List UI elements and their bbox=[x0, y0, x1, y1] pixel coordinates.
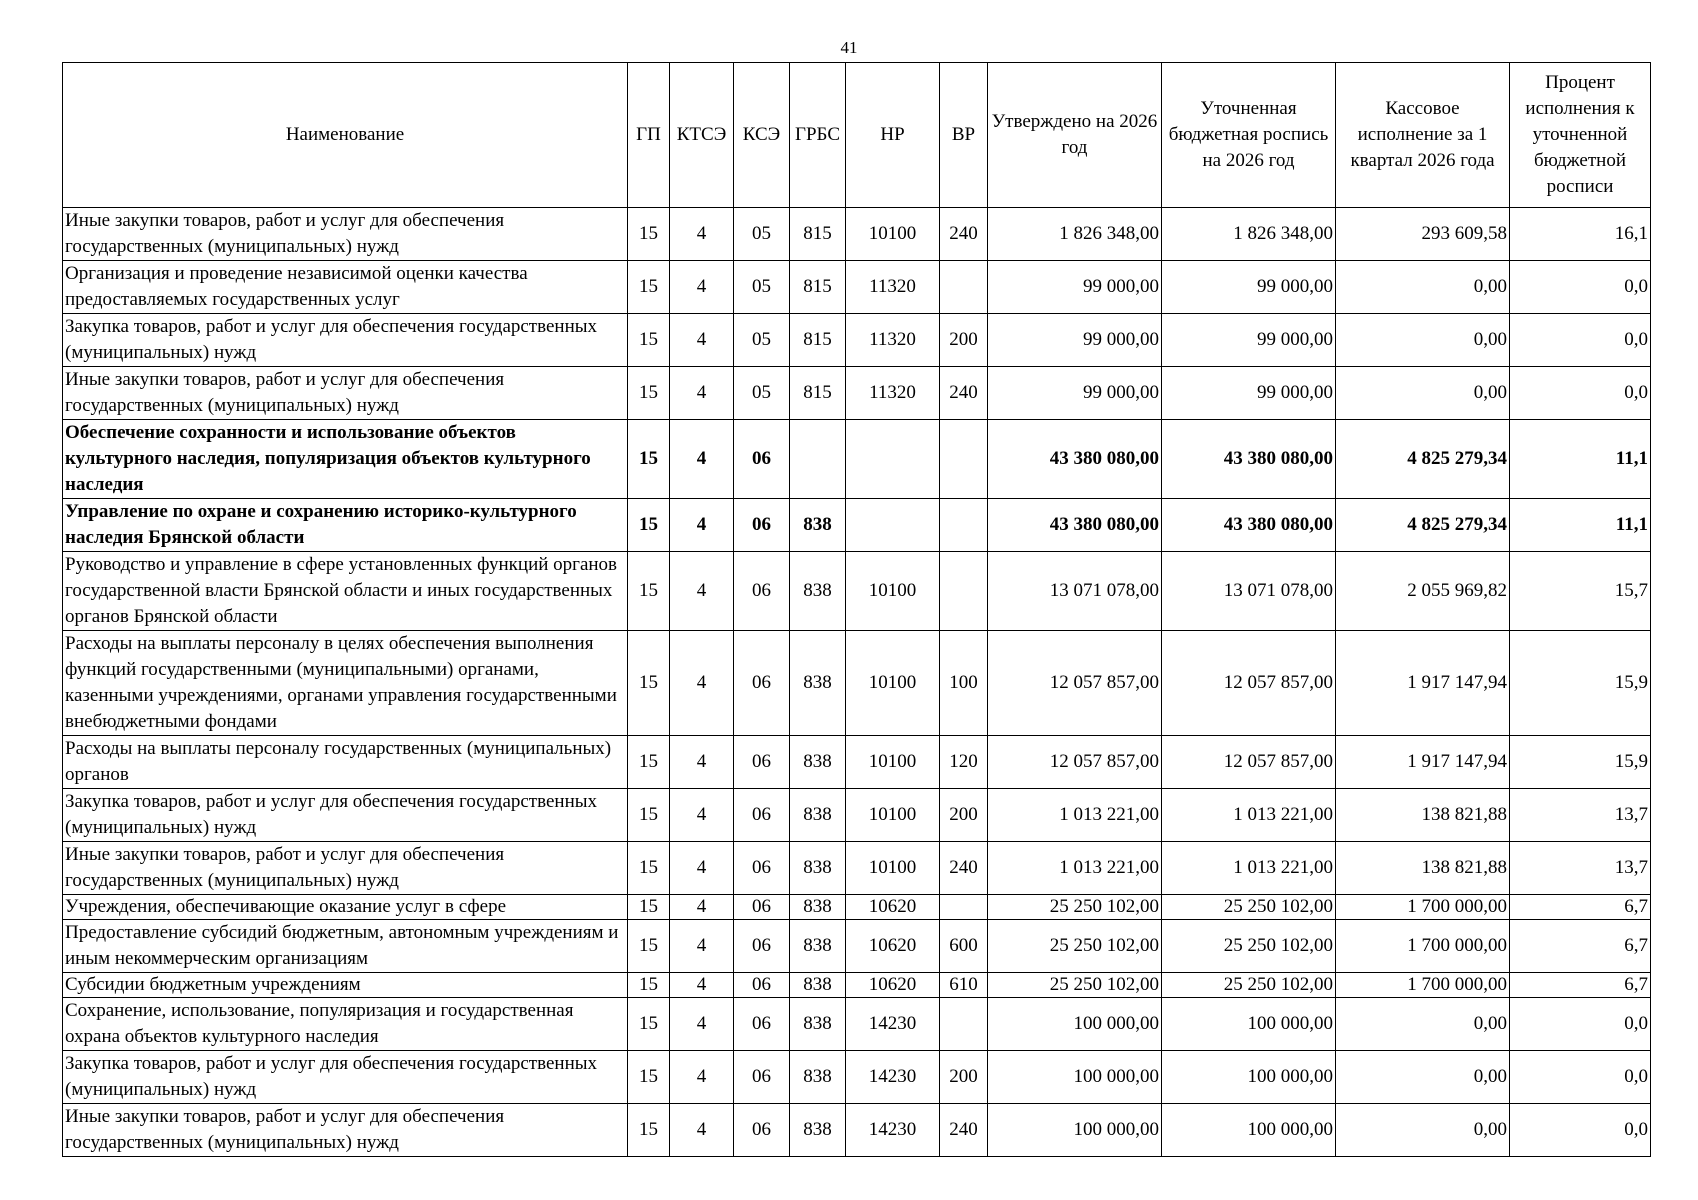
cell-name: Закупка товаров, работ и услуг для обеспечения государственных (муниципальных) нужд bbox=[63, 1051, 628, 1104]
cell-nr: 10100 bbox=[846, 208, 940, 261]
cell-vr: 120 bbox=[940, 736, 988, 789]
cell-gp: 15 bbox=[628, 499, 670, 552]
cell-grbs: 838 bbox=[790, 1104, 846, 1157]
table-row-section bbox=[63, 420, 1651, 499]
table-row bbox=[63, 895, 1651, 920]
cell-nr: 11320 bbox=[846, 314, 940, 367]
cell-nr: 11320 bbox=[846, 261, 940, 314]
cell-approved: 100 000,00 bbox=[988, 998, 1162, 1051]
cell-name: Руководство и управление в сфере установленных функций органов государственной власти Брянской области и иных государственных органов Брянской области bbox=[63, 552, 628, 631]
header-grbs: ГРБС bbox=[790, 63, 846, 208]
cell-cash: 138 821,88 bbox=[1336, 789, 1510, 842]
header-approved: Утверждено на 2026 год bbox=[988, 63, 1162, 208]
cell-gp: 15 bbox=[628, 842, 670, 895]
cell-refined: 99 000,00 bbox=[1162, 314, 1336, 367]
cell-ktse: 4 bbox=[670, 842, 734, 895]
cell-nr bbox=[846, 420, 940, 499]
cell-nr: 14230 bbox=[846, 1104, 940, 1157]
cell-ktse: 4 bbox=[670, 631, 734, 736]
cell-nr: 10620 bbox=[846, 895, 940, 920]
table-row bbox=[63, 973, 1651, 998]
cell-gp: 15 bbox=[628, 920, 670, 973]
table-row bbox=[63, 314, 1651, 367]
table-row bbox=[63, 261, 1651, 314]
cell-refined: 1 013 221,00 bbox=[1162, 789, 1336, 842]
cell-kse: 06 bbox=[734, 998, 790, 1051]
cell-name: Сохранение, использование, популяризация и государственная охрана объектов культурного наследия bbox=[63, 998, 628, 1051]
cell-percent: 0,0 bbox=[1510, 998, 1651, 1051]
cell-grbs: 838 bbox=[790, 631, 846, 736]
cell-grbs: 815 bbox=[790, 208, 846, 261]
table-row bbox=[63, 842, 1651, 895]
cell-approved: 100 000,00 bbox=[988, 1104, 1162, 1157]
cell-name: Расходы на выплаты персоналу в целях обеспечения выполнения функций государственными (муниципальными) органами, казенными учреждениями, органами управления государственными внебюджетными фондами bbox=[63, 631, 628, 736]
cell-ktse: 4 bbox=[670, 367, 734, 420]
cell-kse: 06 bbox=[734, 973, 790, 998]
cell-cash: 0,00 bbox=[1336, 261, 1510, 314]
cell-name: Закупка товаров, работ и услуг для обеспечения государственных (муниципальных) нужд bbox=[63, 789, 628, 842]
cell-grbs: 838 bbox=[790, 998, 846, 1051]
cell-vr: 610 bbox=[940, 973, 988, 998]
cell-nr: 14230 bbox=[846, 1051, 940, 1104]
header-kse: КСЭ bbox=[734, 63, 790, 208]
cell-percent: 13,7 bbox=[1510, 842, 1651, 895]
cell-approved: 25 250 102,00 bbox=[988, 973, 1162, 998]
cell-grbs: 838 bbox=[790, 736, 846, 789]
cell-vr: 100 bbox=[940, 631, 988, 736]
cell-kse: 06 bbox=[734, 1104, 790, 1157]
cell-ktse: 4 bbox=[670, 736, 734, 789]
header-cash: Кассовое исполнение за 1 квартал 2026 года bbox=[1336, 63, 1510, 208]
cell-cash: 1 700 000,00 bbox=[1336, 920, 1510, 973]
cell-percent: 0,0 bbox=[1510, 261, 1651, 314]
cell-grbs bbox=[790, 420, 846, 499]
cell-percent: 0,0 bbox=[1510, 1104, 1651, 1157]
cell-gp: 15 bbox=[628, 998, 670, 1051]
table-row bbox=[63, 552, 1651, 631]
table-body bbox=[63, 208, 1651, 1157]
cell-name: Иные закупки товаров, работ и услуг для обеспечения государственных (муниципальных) нужд bbox=[63, 367, 628, 420]
cell-kse: 06 bbox=[734, 895, 790, 920]
cell-vr bbox=[940, 895, 988, 920]
cell-percent: 16,1 bbox=[1510, 208, 1651, 261]
cell-ktse: 4 bbox=[670, 314, 734, 367]
cell-ktse: 4 bbox=[670, 789, 734, 842]
header-name: Наименование bbox=[63, 63, 628, 208]
cell-ktse: 4 bbox=[670, 420, 734, 499]
cell-kse: 06 bbox=[734, 1051, 790, 1104]
cell-vr bbox=[940, 499, 988, 552]
cell-refined: 13 071 078,00 bbox=[1162, 552, 1336, 631]
cell-name: Расходы на выплаты персоналу государственных (муниципальных) органов bbox=[63, 736, 628, 789]
cell-cash: 0,00 bbox=[1336, 1051, 1510, 1104]
cell-percent: 15,9 bbox=[1510, 736, 1651, 789]
header-percent: Процент исполнения к уточненной бюджетной росписи bbox=[1510, 63, 1651, 208]
table-row bbox=[63, 367, 1651, 420]
cell-grbs: 815 bbox=[790, 261, 846, 314]
table-row bbox=[63, 789, 1651, 842]
cell-ktse: 4 bbox=[670, 552, 734, 631]
cell-ktse: 4 bbox=[670, 998, 734, 1051]
cell-cash: 0,00 bbox=[1336, 998, 1510, 1051]
cell-name: Иные закупки товаров, работ и услуг для обеспечения государственных (муниципальных) нужд bbox=[63, 842, 628, 895]
header-vr: ВР bbox=[940, 63, 988, 208]
cell-approved: 25 250 102,00 bbox=[988, 920, 1162, 973]
cell-nr: 10100 bbox=[846, 552, 940, 631]
cell-approved: 43 380 080,00 bbox=[988, 499, 1162, 552]
cell-nr bbox=[846, 499, 940, 552]
cell-cash: 1 700 000,00 bbox=[1336, 895, 1510, 920]
cell-grbs: 838 bbox=[790, 842, 846, 895]
cell-refined: 43 380 080,00 bbox=[1162, 420, 1336, 499]
cell-refined: 100 000,00 bbox=[1162, 998, 1336, 1051]
header-nr: НР bbox=[846, 63, 940, 208]
cell-cash: 0,00 bbox=[1336, 314, 1510, 367]
cell-vr bbox=[940, 261, 988, 314]
cell-cash: 4 825 279,34 bbox=[1336, 420, 1510, 499]
cell-refined: 25 250 102,00 bbox=[1162, 895, 1336, 920]
table-row bbox=[63, 208, 1651, 261]
cell-percent: 0,0 bbox=[1510, 314, 1651, 367]
cell-ktse: 4 bbox=[670, 261, 734, 314]
cell-ktse: 4 bbox=[670, 499, 734, 552]
cell-cash: 0,00 bbox=[1336, 367, 1510, 420]
cell-grbs: 838 bbox=[790, 789, 846, 842]
cell-vr: 600 bbox=[940, 920, 988, 973]
cell-gp: 15 bbox=[628, 1051, 670, 1104]
cell-vr: 200 bbox=[940, 1051, 988, 1104]
cell-cash: 4 825 279,34 bbox=[1336, 499, 1510, 552]
cell-nr: 10100 bbox=[846, 631, 940, 736]
cell-approved: 100 000,00 bbox=[988, 1051, 1162, 1104]
cell-cash: 293 609,58 bbox=[1336, 208, 1510, 261]
cell-vr: 240 bbox=[940, 842, 988, 895]
cell-gp: 15 bbox=[628, 314, 670, 367]
table-row-section bbox=[63, 499, 1651, 552]
cell-refined: 100 000,00 bbox=[1162, 1104, 1336, 1157]
cell-nr: 11320 bbox=[846, 367, 940, 420]
cell-nr: 10100 bbox=[846, 736, 940, 789]
cell-kse: 06 bbox=[734, 920, 790, 973]
cell-kse: 06 bbox=[734, 842, 790, 895]
cell-name: Обеспечение сохранности и использование объектов культурного наследия, популяризация объектов культурного наследия bbox=[63, 420, 628, 499]
cell-percent: 15,7 bbox=[1510, 552, 1651, 631]
page-number: 41 bbox=[840, 38, 858, 57]
table-row bbox=[63, 736, 1651, 789]
cell-approved: 1 826 348,00 bbox=[988, 208, 1162, 261]
table-row bbox=[63, 998, 1651, 1051]
cell-gp: 15 bbox=[628, 789, 670, 842]
header-row bbox=[63, 63, 1651, 208]
cell-approved: 99 000,00 bbox=[988, 314, 1162, 367]
cell-gp: 15 bbox=[628, 895, 670, 920]
budget-table bbox=[62, 62, 1651, 1157]
cell-cash: 1 917 147,94 bbox=[1336, 631, 1510, 736]
cell-percent: 11,1 bbox=[1510, 499, 1651, 552]
cell-refined: 12 057 857,00 bbox=[1162, 736, 1336, 789]
cell-kse: 05 bbox=[734, 367, 790, 420]
cell-name: Закупка товаров, работ и услуг для обеспечения государственных (муниципальных) нужд bbox=[63, 314, 628, 367]
cell-approved: 12 057 857,00 bbox=[988, 736, 1162, 789]
cell-gp: 15 bbox=[628, 973, 670, 998]
cell-nr: 14230 bbox=[846, 998, 940, 1051]
cell-refined: 25 250 102,00 bbox=[1162, 920, 1336, 973]
cell-name: Субсидии бюджетным учреждениям bbox=[63, 973, 628, 998]
cell-ktse: 4 bbox=[670, 973, 734, 998]
header-gp: ГП bbox=[628, 63, 670, 208]
cell-gp: 15 bbox=[628, 208, 670, 261]
cell-grbs: 838 bbox=[790, 920, 846, 973]
cell-kse: 05 bbox=[734, 314, 790, 367]
cell-nr: 10620 bbox=[846, 973, 940, 998]
cell-ktse: 4 bbox=[670, 1051, 734, 1104]
cell-grbs: 838 bbox=[790, 499, 846, 552]
cell-percent: 6,7 bbox=[1510, 973, 1651, 998]
cell-ktse: 4 bbox=[670, 920, 734, 973]
cell-grbs: 838 bbox=[790, 1051, 846, 1104]
cell-vr bbox=[940, 998, 988, 1051]
cell-gp: 15 bbox=[628, 1104, 670, 1157]
cell-kse: 05 bbox=[734, 208, 790, 261]
cell-refined: 99 000,00 bbox=[1162, 261, 1336, 314]
cell-grbs: 838 bbox=[790, 895, 846, 920]
cell-nr: 10100 bbox=[846, 842, 940, 895]
cell-name: Учреждения, обеспечивающие оказание услуг в сфере bbox=[63, 895, 628, 920]
cell-ktse: 4 bbox=[670, 208, 734, 261]
cell-cash: 138 821,88 bbox=[1336, 842, 1510, 895]
cell-gp: 15 bbox=[628, 552, 670, 631]
cell-approved: 25 250 102,00 bbox=[988, 895, 1162, 920]
table-row bbox=[63, 631, 1651, 736]
cell-vr bbox=[940, 552, 988, 631]
cell-vr: 200 bbox=[940, 314, 988, 367]
table-row bbox=[63, 1051, 1651, 1104]
cell-refined: 25 250 102,00 bbox=[1162, 973, 1336, 998]
cell-kse: 06 bbox=[734, 499, 790, 552]
cell-percent: 11,1 bbox=[1510, 420, 1651, 499]
cell-vr: 240 bbox=[940, 1104, 988, 1157]
cell-approved: 1 013 221,00 bbox=[988, 842, 1162, 895]
cell-vr: 240 bbox=[940, 208, 988, 261]
cell-gp: 15 bbox=[628, 736, 670, 789]
cell-approved: 99 000,00 bbox=[988, 261, 1162, 314]
cell-kse: 06 bbox=[734, 552, 790, 631]
table-row bbox=[63, 920, 1651, 973]
header-refined: Уточненная бюджетная роспись на 2026 год bbox=[1162, 63, 1336, 208]
cell-cash: 0,00 bbox=[1336, 1104, 1510, 1157]
cell-grbs: 815 bbox=[790, 367, 846, 420]
cell-ktse: 4 bbox=[670, 1104, 734, 1157]
cell-kse: 05 bbox=[734, 261, 790, 314]
table-header bbox=[63, 63, 1651, 208]
cell-refined: 100 000,00 bbox=[1162, 1051, 1336, 1104]
cell-cash: 1 917 147,94 bbox=[1336, 736, 1510, 789]
cell-kse: 06 bbox=[734, 789, 790, 842]
header-ktse: КТСЭ bbox=[670, 63, 734, 208]
cell-gp: 15 bbox=[628, 631, 670, 736]
cell-name: Иные закупки товаров, работ и услуг для обеспечения государственных (муниципальных) нужд bbox=[63, 1104, 628, 1157]
cell-grbs: 815 bbox=[790, 314, 846, 367]
cell-percent: 6,7 bbox=[1510, 920, 1651, 973]
cell-vr: 240 bbox=[940, 367, 988, 420]
table-row bbox=[63, 1104, 1651, 1157]
cell-percent: 0,0 bbox=[1510, 1051, 1651, 1104]
cell-percent: 15,9 bbox=[1510, 631, 1651, 736]
cell-kse: 06 bbox=[734, 631, 790, 736]
cell-grbs: 838 bbox=[790, 973, 846, 998]
cell-vr: 200 bbox=[940, 789, 988, 842]
cell-refined: 1 013 221,00 bbox=[1162, 842, 1336, 895]
cell-nr: 10100 bbox=[846, 789, 940, 842]
cell-grbs: 838 bbox=[790, 552, 846, 631]
cell-vr bbox=[940, 420, 988, 499]
cell-gp: 15 bbox=[628, 261, 670, 314]
cell-refined: 1 826 348,00 bbox=[1162, 208, 1336, 261]
cell-gp: 15 bbox=[628, 367, 670, 420]
cell-approved: 99 000,00 bbox=[988, 367, 1162, 420]
cell-refined: 43 380 080,00 bbox=[1162, 499, 1336, 552]
cell-approved: 43 380 080,00 bbox=[988, 420, 1162, 499]
cell-kse: 06 bbox=[734, 420, 790, 499]
cell-cash: 1 700 000,00 bbox=[1336, 973, 1510, 998]
cell-kse: 06 bbox=[734, 736, 790, 789]
cell-approved: 1 013 221,00 bbox=[988, 789, 1162, 842]
cell-name: Предоставление субсидий бюджетным, автономным учреждениям и иным некоммерческим организациям bbox=[63, 920, 628, 973]
cell-name: Управление по охране и сохранению историко-культурного наследия Брянской области bbox=[63, 499, 628, 552]
cell-ktse: 4 bbox=[670, 895, 734, 920]
cell-cash: 2 055 969,82 bbox=[1336, 552, 1510, 631]
cell-refined: 12 057 857,00 bbox=[1162, 631, 1336, 736]
cell-approved: 13 071 078,00 bbox=[988, 552, 1162, 631]
cell-gp: 15 bbox=[628, 420, 670, 499]
cell-nr: 10620 bbox=[846, 920, 940, 973]
cell-refined: 99 000,00 bbox=[1162, 367, 1336, 420]
cell-percent: 0,0 bbox=[1510, 367, 1651, 420]
cell-percent: 13,7 bbox=[1510, 789, 1651, 842]
cell-name: Иные закупки товаров, работ и услуг для обеспечения государственных (муниципальных) нужд bbox=[63, 208, 628, 261]
cell-approved: 12 057 857,00 bbox=[988, 631, 1162, 736]
cell-percent: 6,7 bbox=[1510, 895, 1651, 920]
cell-name: Организация и проведение независимой оценки качества предоставляемых государственных услуг bbox=[63, 261, 628, 314]
